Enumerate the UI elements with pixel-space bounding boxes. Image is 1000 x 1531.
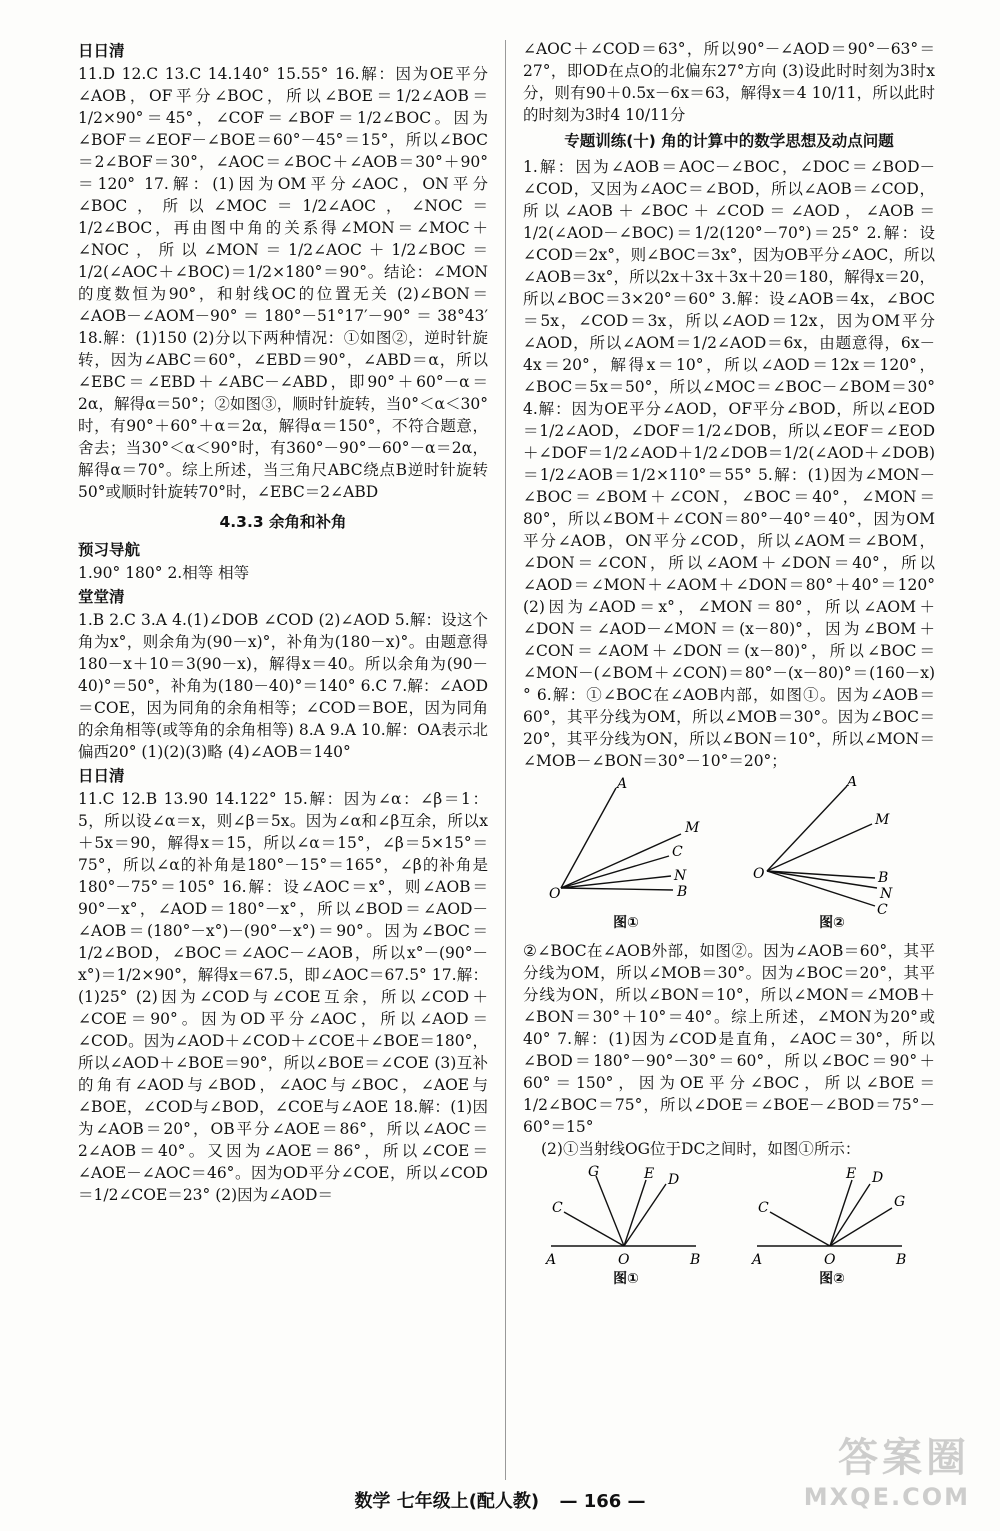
svg-text:G: G <box>894 1194 906 1210</box>
answer-block-2: 1.90° 180° 2.相等 相等 <box>78 564 250 582</box>
svg-text:G: G <box>588 1164 600 1180</box>
watermark-url: MXQE.COM <box>803 1483 970 1511</box>
answer-block-8: (2)①当射线OG位于DC之间时，如图①所示： <box>541 1140 861 1158</box>
figure-3 <box>536 1164 716 1290</box>
svg-text:C: C <box>552 1200 563 1216</box>
topic-title: 专题训练(十) 角的计算中的数学思想及动点问题 <box>564 132 894 150</box>
figure-2 <box>747 776 917 934</box>
svg-text:B: B <box>878 870 889 886</box>
svg-text:B: B <box>677 884 688 900</box>
book-title: 数学 七年级上(配人教) <box>354 1491 540 1512</box>
page-number: — 166 — <box>559 1491 646 1512</box>
svg-text:C: C <box>758 1200 769 1216</box>
figure-4 <box>742 1164 922 1290</box>
svg-text:C: C <box>672 844 683 860</box>
answer-block-3: 1.B 2.C 3.A 4.(1)∠DOB ∠COD (2)∠AOD 5.解：设这个角为x°，则余角为(90－x)°，补角为(180－x)°。由题意得180－x＋10＝3(90－x)，解得x＝40。所以余角为(90－40)°＝50°，补角为(180－40)°＝140° 6.C 7.解：∠AOD＝COE，因为同角的余角相等；∠COD＝BOE，因为同角的余角相等(或等角的余角相等) 8.A 9.A 10.解：OA表示北偏西20° (1)(2)(3)略 (4)∠AOB＝140° <box>78 611 488 761</box>
heading-yuxi: 预习导航 <box>78 541 141 559</box>
svg-text:M: M <box>685 820 700 836</box>
figure-1-caption: 图① <box>613 915 639 931</box>
answer-block-4: 11.C 12.B 13.90 14.122° 15.解：因为∠α：∠β＝1：5，所以设∠α＝x，则∠β＝5x。因为∠α和∠β互余，所以x＋5x＝90，解得x＝15，所以∠α＝15°，∠β＝5×15°＝75°，所以∠α的补角是180°－15°＝165°，∠β的补角是180°－75°＝105° 16.解：设∠AOC＝x°，则∠AOB＝90°－x°，∠AOD＝180°－x°，所以∠BOD＝∠AOD－∠AOB＝(180°－x°)－(90°－x°)＝90°。因为∠BOC＝1/2∠BOD，∠BOC＝∠AOC－∠AOB，所以x°－(90°－x°)＝1/2×90°，解得x＝67.5，即∠AOC＝67.5° 17.解：(1)25° (2)因为∠COD与∠COE互余，所以∠COD＋∠COE＝90°。因为OD平分∠AOC，所以∠AOD＝∠COD。因为∠AOD＋∠COD＋∠COE＋∠BOE＝180°，所以∠AOD＋∠BOE＝90°，所以∠BOE＝∠COE (3)互补的角有∠AOD与∠BOD，∠AOC与∠BOC，∠AOE与∠BOE，∠COD与∠BOD，∠COE与∠AOE 18.解：(1)因为∠AOB＝20°，OB平分∠AOE＝86°，所以∠AOC＝2∠AOB＝40°。又因为∠AOE＝86°，所以∠COE＝∠AOE－∠AOC＝46°。因为OD平分∠COE，所以∠COD＝1/2∠COE＝23° (2)因为∠AOD＝ <box>78 790 488 1204</box>
watermark-logo: 答案圈 <box>838 1435 970 1481</box>
svg-text:B: B <box>690 1252 701 1268</box>
answer-block-6: 1.解：因为∠AOB＝AOC－∠BOC，∠DOC＝∠BOD－∠COD，又因为∠AOC＝∠BOD，所以∠AOB＝∠COD，所以∠AOB＋∠BOC＋∠COD＝∠AOD，∠AOB＝1/2(∠AOD－∠BOC)＝1/2(120°－70°)＝25° 2.解：设∠COD＝2x°，则∠BOC＝3x°，因为OB平分∠AOC，所以∠AOB＝3x°，所以2x＋3x＋3x＋20＝180，解得x＝20，所以∠BOC＝3×20°＝60° 3.解：设∠AOB＝4x，∠BOC＝5x，∠COD＝3x，所以∠AOD＝12x，因为OM平分∠AOD，所以∠AOM＝1/2∠AOD＝6x，由题意得，6x－4x＝20°，解得x＝10°，所以∠AOD＝12x＝120°，∠BOC＝5x＝50°，所以∠MOC＝∠BOC－∠BOM＝30° 4.解：因为OE平分∠AOD，OF平分∠BOD，所以∠EOD＝1/2∠AOD，∠DOF＝1/2∠DOB，所以∠EOF＝∠EOD＋∠DOF＝1/2∠AOD＋1/2∠DOB＝1/2(∠AOD＋∠DOB)＝1/2∠AOB＝1/2×110°＝55° 5.解：(1)因为∠MON－∠BOC＝∠BOM＋∠CON，∠BOC＝40°，∠MON＝80°，所以∠BOM＋∠CON＝80°－40°＝40°，因为OM平分∠AOB，ON平分∠COD，所以∠AOM＝∠BOM，∠DON＝∠CON，所以∠AOM＋∠DON＝40°，所以∠AOD＝∠MON＋∠AOM＋∠DON＝80°＋40°＝120° (2)因为∠AOD＝x°，∠MON＝80°，所以∠AOM＋∠DON＝∠AOD－∠MON＝(x－80)°，因为∠BOM＋∠CON＝∠AOM＋∠DON＝(x－80)°，所以∠BOC＝∠MON－(∠BOM＋∠CON)＝80°－(x－80)°＝(160－x)° 6.解：①∠BOC在∠AOB内部，如图①。因为∠AOB＝60°，其平分线为OM，所以∠MOB＝30°。因为∠BOC＝20°，其平分线为ON，所以∠BON＝10°，所以∠MON＝∠MOB－∠BON＝30°－10°＝20°； <box>523 158 935 770</box>
svg-text:N: N <box>674 868 687 884</box>
column-divider <box>505 40 506 1480</box>
angle-figures-row-2 <box>523 1164 935 1290</box>
svg-text:D: D <box>668 1172 680 1188</box>
heading-rirq: 日日清 <box>78 42 125 60</box>
figure-1 <box>541 776 711 934</box>
figure-4-caption: 图② <box>819 1271 845 1287</box>
angle-figures-row-1 <box>523 776 935 934</box>
answer-block-5: ∠AOC＋∠COD＝63°，所以90°－∠AOD＝90°－63°＝27°，即OD在点O的北偏东27°方向 (3)设此时时刻为3时x分，则有90＋0.5x－6x＝63，解得x＝4 10/11，所以此时的时刻为3时4 10/11分 <box>523 40 935 124</box>
svg-text:N: N <box>880 886 893 902</box>
svg-text:A: A <box>546 1252 557 1268</box>
svg-text:C: C <box>877 902 888 916</box>
svg-text:M: M <box>875 812 890 828</box>
left-column <box>78 38 488 1206</box>
svg-text:O: O <box>824 1252 836 1268</box>
answer-block-7: ②∠BOC在∠AOB外部，如图②。因为∠AOB＝60°，其平分线为OM，所以∠MOB＝30°。因为∠BOC＝20°，其平分线为ON，所以∠BON＝10°，所以∠MON＝∠MOB＋∠BON＝30°＋10°＝40°。综上所述，∠MON为20°或40° 7.解：(1)因为∠COD是直角，∠AOC＝30°，所以∠BOD＝180°－90°－30°＝60°，所以∠BOC＝90°＋60°＝150°，因为OE平分∠BOC，所以∠BOE＝1/2∠BOC＝75°，所以∠DOE＝∠BOE－∠BOD＝75°－60°＝15° <box>523 942 935 1136</box>
svg-text:O: O <box>618 1252 630 1268</box>
watermark <box>804 1426 970 1511</box>
svg-text:E: E <box>846 1166 857 1182</box>
heading-tangtang: 堂堂清 <box>78 588 125 606</box>
svg-text:O: O <box>753 866 765 882</box>
svg-text:A: A <box>752 1252 763 1268</box>
figure-2-caption: 图② <box>819 915 845 931</box>
right-column <box>523 38 935 1296</box>
svg-text:D: D <box>872 1170 884 1186</box>
answer-block-1: 11.D 12.C 13.C 14.140° 15.55° 16.解：因为OE平分∠AOB，OF平分∠BOC，所以∠BOE＝1/2∠AOB＝1/2×90°＝45°，∠COF＝∠BOF＝1/2∠BOC。因为∠BOF＝∠EOF－∠BOE＝60°－45°＝15°，所以∠BOC＝2∠BOF＝30°，∠AOC＝∠BOC＋∠AOB＝30°＋90°＝120° 17.解：(1)因为OM平分∠AOC，ON平分∠BOC，所以∠MOC＝1/2∠AOC，∠NOC＝1/2∠BOC，再由图中角的关系得∠MON＝∠MOC＋∠NOC，所以∠MON＝1/2∠AOC＋1/2∠BOC＝1/2(∠AOC＋∠BOC)＝1/2×180°＝90°。结论：∠MON的度数恒为90°，和射线OC的位置无关 (2)∠BON＝∠AOB－∠AOM－90°＝180°－51°17′－90°＝38°43′ 18.解：(1)150 (2)分以下两种情况：①如图②，逆时针旋转，因为∠ABC＝60°，∠EBD＝90°，∠ABD＝α，所以∠EBC＝∠EBD＋∠ABC－∠ABD，即90°＋60°－α＝2α，解得α＝50°；②如图③，顺时针旋转，当0°＜α＜30°时，有90°＋60°＋α＝2α，解得α＝150°，不符合题意，舍去；当30°＜α＜90°时，有360°－90°－60°－α＝2α，解得α＝70°。综上所述，当三角尺ABC绕点B逆时针旋转50°或顺时针旋转70°时，∠EBC＝2∠ABD <box>78 65 488 501</box>
svg-text:A: A <box>847 776 858 790</box>
svg-text:E: E <box>644 1166 655 1182</box>
figure-3-caption: 图① <box>613 1271 639 1287</box>
section-title: 4.3.3 余角和补角 <box>219 513 347 531</box>
heading-rirq-2: 日日清 <box>78 767 125 785</box>
svg-text:B: B <box>896 1252 907 1268</box>
svg-text:O: O <box>549 886 561 902</box>
svg-text:A: A <box>617 776 628 792</box>
